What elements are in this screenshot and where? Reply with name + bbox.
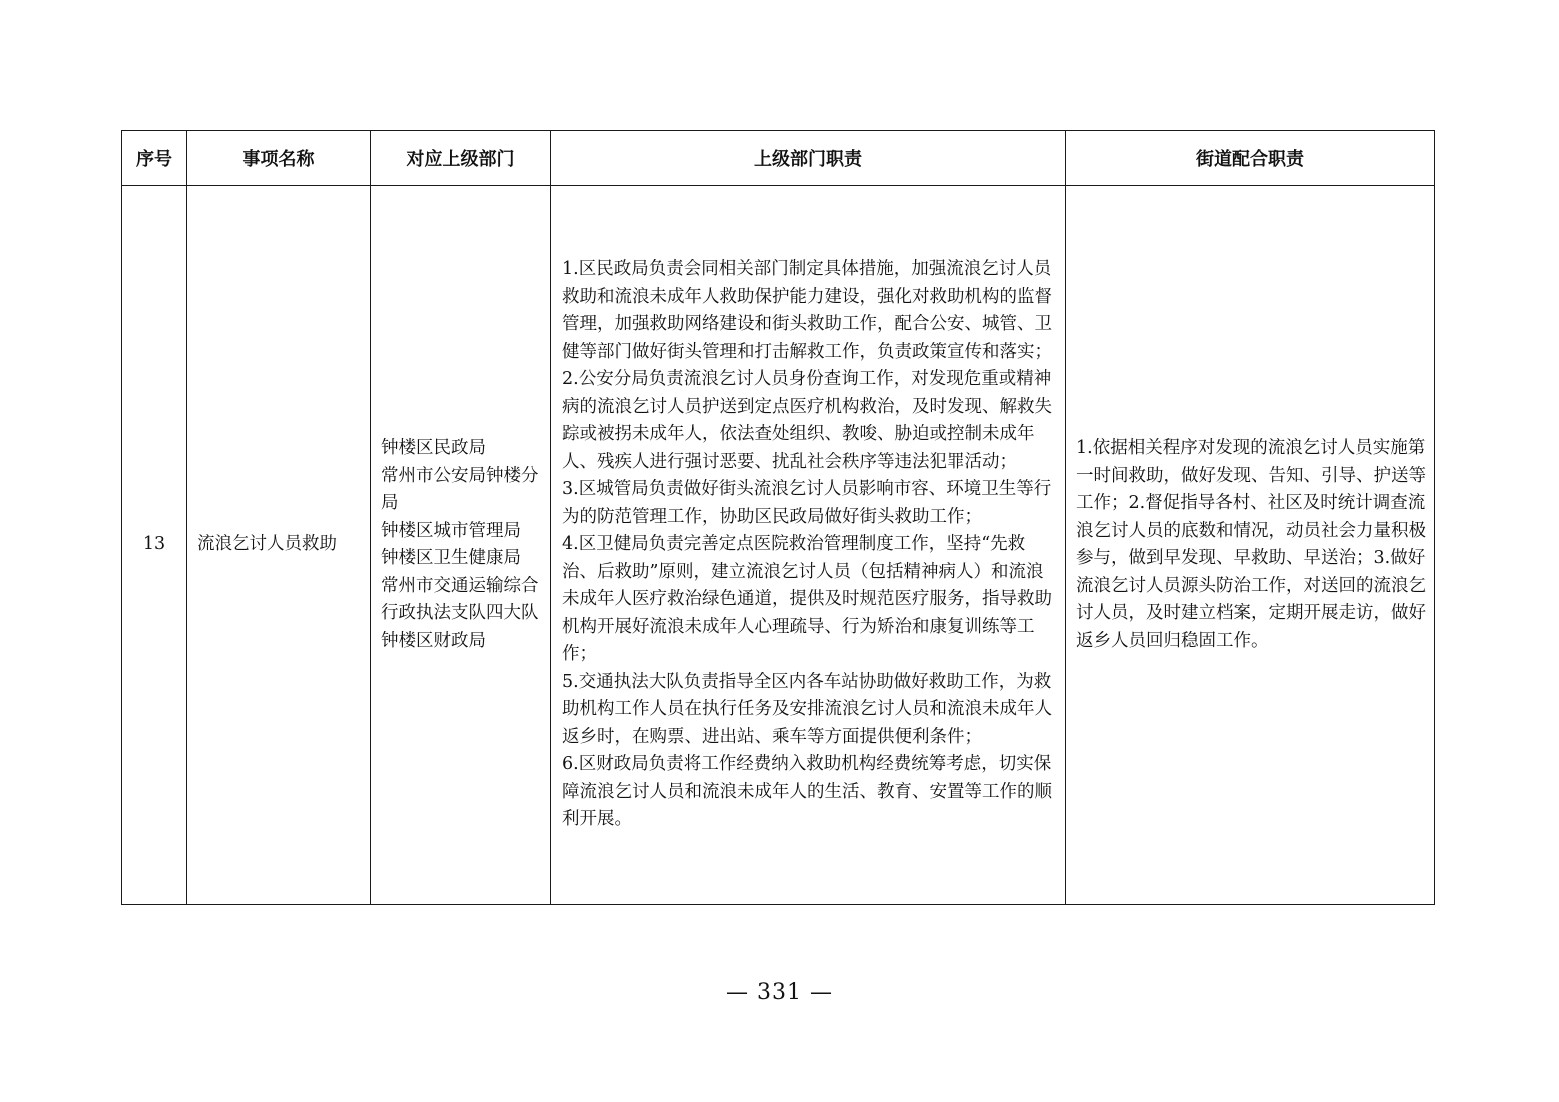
row-street-duties: 1.依据相关程序对发现的流浪乞讨人员实施第一时间救助，做好发现、告知、引导、护送等工作；2.督促指导各村、社区及时统计调查流浪乞讨人员的底数和情况，动员社会力量积极参与，做到早发现、早救助、早送治；3.做好流浪乞讨人员源头防治工作，对送回的流浪乞讨人员，及时建立档案，定期开展走访，做好返乡人员回归稳固工作。 xyxy=(1066,186,1435,905)
header-street-duties: 街道配合职责 xyxy=(1066,131,1435,186)
row-departments xyxy=(371,186,551,905)
department-item: 钟楼区卫生健康局 xyxy=(381,548,521,568)
department-item: 钟楼区民政局 xyxy=(381,438,486,458)
department-item: 常州市公安局钟楼分局 xyxy=(381,465,539,513)
duty-item: 1.区民政局负责会同相关部门制定具体措施，加强流浪乞讨人员救助和流浪未成年人救助保护能力建设，强化对救助机构的监督管理，加强救助网络建设和街头救助工作，配合公安、城管、卫健等部门做好街头管理和打击解救工作，负责政策宣传和落实； xyxy=(562,259,1052,362)
duty-item: 4.区卫健局负责完善定点医院救治管理制度工作，坚持“先救治、后救助”原则，建立流浪乞讨人员（包括精神病人）和流浪未成年人医疗救治绿色通道，提供及时规范医疗服务，指导救助机构开展好流浪未成年人心理疏导、行为矫治和康复训练等工作； xyxy=(562,534,1052,665)
page-number: — 331 — xyxy=(726,980,833,1005)
department-item: 常州市交通运输综合行政执法支队四大队 xyxy=(381,575,539,623)
table-row xyxy=(122,186,1435,905)
department-item: 钟楼区城市管理局 xyxy=(381,520,521,541)
header-seq: 序号 xyxy=(122,131,187,186)
row-item-name: 流浪乞讨人员救助 xyxy=(187,186,371,905)
duty-item: 6.区财政局负责将工作经费纳入救助机构经费统筹考虑，切实保障流浪乞讨人员和流浪未成年人的生活、教育、安置等工作的顺利开展。 xyxy=(562,754,1052,830)
row-seq: 13 xyxy=(122,186,187,905)
duty-item: 3.区城管局负责做好街头流浪乞讨人员影响市容、环境卫生等行为的防范管理工作，协助区民政局做好街头救助工作； xyxy=(562,479,1052,527)
duty-item: 2.公安分局负责流浪乞讨人员身份查询工作，对发现危重或精神病的流浪乞讨人员护送到定点医疗机构救治，及时发现、解救失踪或被拐未成年人，依法查处组织、教唆、胁迫或控制未成年人、残疾人进行强讨恶要、扰乱社会秩序等违法犯罪活动； xyxy=(562,369,1052,472)
duty-item: 5.交通执法大队负责指导全区内各车站协助做好救助工作，为救助机构工作人员在执行任务及安排流浪乞讨人员和流浪未成年人返乡时，在购票、进出站、乘车等方面提供便利条件； xyxy=(562,671,1052,747)
row-superior-duties xyxy=(551,186,1066,905)
duty-table xyxy=(121,130,1435,905)
table-header-row xyxy=(122,131,1435,186)
header-superior-dept: 对应上级部门 xyxy=(371,131,551,186)
header-item-name: 事项名称 xyxy=(187,131,371,186)
header-superior-duties: 上级部门职责 xyxy=(551,131,1066,186)
department-item: 钟楼区财政局 xyxy=(381,630,486,651)
